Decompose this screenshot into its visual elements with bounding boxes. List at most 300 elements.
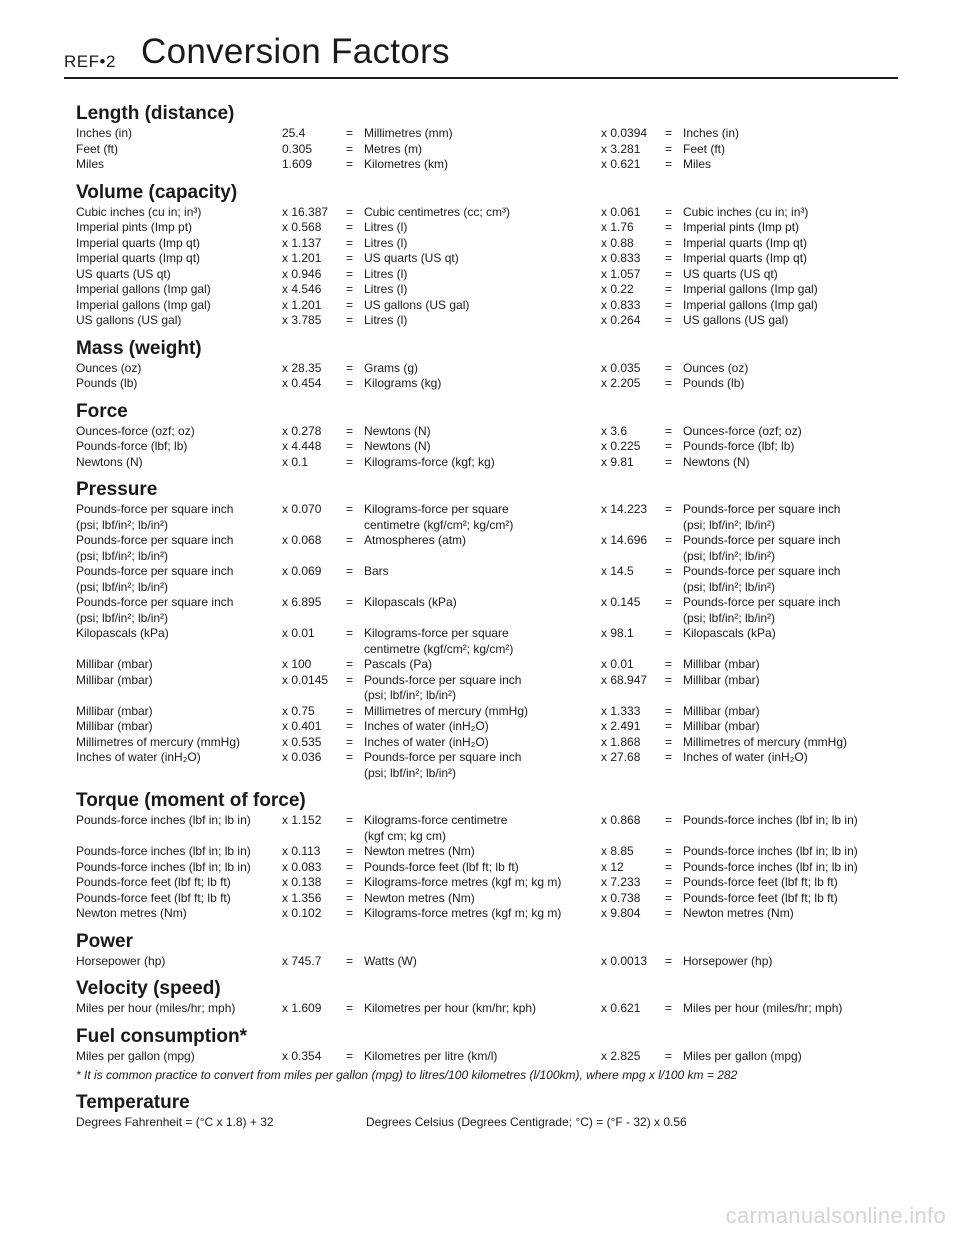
fahrenheit-formula: Degrees Fahrenheit = (°C x 1.8) + 32 xyxy=(76,1115,274,1129)
conversion-row xyxy=(76,906,896,922)
equals-sign: = xyxy=(665,875,673,889)
from-unit: Newton metres (Nm) xyxy=(76,906,187,920)
equals-sign: = xyxy=(346,454,354,469)
result-unit: Pounds-force inches (lbf in; lb in) xyxy=(683,813,858,827)
conversion-row xyxy=(76,875,896,891)
multiplier: x 4.448 xyxy=(282,439,322,453)
section-title: Velocity (speed) xyxy=(76,978,221,999)
equals-sign: = xyxy=(665,813,673,827)
to-unit: Newtons (N) xyxy=(364,439,431,453)
equals-sign: = xyxy=(665,235,673,250)
multiplier: x 1.137 xyxy=(282,235,322,250)
from-unit: Millibar (mbar) xyxy=(76,672,153,687)
from-unit: Millibar (mbar) xyxy=(76,719,153,733)
conversion-row xyxy=(76,595,896,626)
equals-sign: = xyxy=(346,266,354,281)
from-unit: Pounds-force inches (lbf in; lb in) xyxy=(76,859,251,874)
result-unit: Pounds-force (lbf; lb) xyxy=(683,439,795,453)
section-torque-moment-of-force xyxy=(76,791,896,922)
from-unit: Pounds-force per square inch (psi; lbf/in²; lb/in²) xyxy=(76,564,234,594)
from-unit: Millibar (mbar) xyxy=(76,703,153,718)
from-unit: Pounds-force per square inch (psi; lbf/in²; lb/in²) xyxy=(76,533,234,563)
multiplier: x 4.546 xyxy=(282,282,322,296)
to-unit: Newton metres (Nm) xyxy=(364,890,475,905)
to-unit: Pascals (Pa) xyxy=(364,657,433,671)
sections xyxy=(76,104,896,1064)
from-unit: Pounds-force inches (lbf in; lb in) xyxy=(76,844,251,858)
equals-sign: = xyxy=(346,595,354,609)
watermark: carmanualsonline.info xyxy=(725,1203,946,1228)
from-unit: Cubic inches (cu in; in³) xyxy=(76,204,202,219)
equals-sign: = xyxy=(346,626,354,640)
inverse-multiplier: x 14.223 xyxy=(601,502,648,516)
conversion-row xyxy=(76,1001,896,1017)
inverse-multiplier: x 0.22 xyxy=(601,282,634,296)
equals-sign: = xyxy=(346,360,354,375)
inverse-multiplier: x 0.01 xyxy=(601,657,634,671)
to-unit: Cubic centimetres (cc; cm³) xyxy=(364,204,511,219)
to-unit: Litres (l) xyxy=(364,313,408,327)
fuel-note: * It is common practice to convert from miles per gallon (mpg) to litres/100 kilometres (l/100km), where mpg x l/100 km = 282 xyxy=(76,1068,738,1082)
result-unit: Imperial quarts (Imp qt) xyxy=(683,251,808,265)
to-unit: Kilograms (kg) xyxy=(364,376,442,390)
multiplier: x 0.070 xyxy=(282,502,322,516)
equals-sign: = xyxy=(346,376,354,390)
result-unit: Pounds-force per square inch (psi; lbf/in²; lb/in²) xyxy=(683,595,841,625)
result-unit: Pounds-force inches (lbf in; lb in) xyxy=(683,844,858,858)
from-unit: Pounds (lb) xyxy=(76,376,138,390)
equals-sign: = xyxy=(665,204,673,219)
to-unit: Kilograms-force metres (kgf m; kg m) xyxy=(364,906,562,920)
inverse-multiplier: x 0.621 xyxy=(601,157,641,171)
equals-sign: = xyxy=(346,297,354,312)
result-unit: Pounds-force feet (lbf ft; lb ft) xyxy=(683,875,838,889)
result-unit: Imperial quarts (Imp qt) xyxy=(683,235,808,250)
from-unit: Imperial pints (Imp pt) xyxy=(76,220,193,234)
conversion-row xyxy=(76,298,896,314)
result-unit: US quarts (US qt) xyxy=(683,266,778,281)
header-rule xyxy=(64,77,898,79)
result-unit: Cubic inches (cu in; in³) xyxy=(683,204,809,219)
to-unit: Kilometres per litre (km/l) xyxy=(364,1048,498,1063)
equals-sign: = xyxy=(665,360,673,375)
conversion-row xyxy=(76,750,896,781)
equals-sign: = xyxy=(346,439,354,453)
to-unit: Newtons (N) xyxy=(364,423,431,438)
equals-sign: = xyxy=(346,533,354,547)
inverse-multiplier: x 68.947 xyxy=(601,672,648,687)
inverse-multiplier: x 27.68 xyxy=(601,750,641,764)
to-unit: Kilograms-force per square centimetre (kgf/cm²; kg/cm²) xyxy=(364,626,514,656)
inverse-multiplier: x 0.035 xyxy=(601,360,641,375)
conversion-row xyxy=(76,251,896,267)
result-unit: Miles xyxy=(683,157,712,171)
inverse-multiplier: x 7.233 xyxy=(601,875,641,889)
multiplier: x 16.387 xyxy=(282,204,329,219)
inverse-multiplier: x 2.205 xyxy=(601,376,641,390)
result-unit: Inches of water (inH₂O) xyxy=(683,750,808,764)
from-unit: US quarts (US qt) xyxy=(76,266,171,281)
equals-sign: = xyxy=(665,502,673,516)
from-unit: Inches (in) xyxy=(76,126,133,140)
equals-sign: = xyxy=(346,1001,354,1015)
equals-sign: = xyxy=(346,126,354,140)
inverse-multiplier: x 98.1 xyxy=(601,626,634,640)
multiplier: 0.305 xyxy=(282,141,313,156)
equals-sign: = xyxy=(665,750,673,764)
equals-sign: = xyxy=(665,953,673,968)
from-unit: Feet (ft) xyxy=(76,141,119,156)
section-title: Mass (weight) xyxy=(76,337,202,359)
result-unit: Newton metres (Nm) xyxy=(683,906,794,920)
from-unit: Miles per hour (miles/hr; mph) xyxy=(76,1001,236,1015)
from-unit: Pounds-force per square inch (psi; lbf/in²; lb/in²) xyxy=(76,595,234,625)
to-unit: Pounds-force per square inch (psi; lbf/in²; lb/in²) xyxy=(364,750,522,780)
conversion-row xyxy=(76,376,896,392)
multiplier: x 0.568 xyxy=(282,220,322,234)
result-unit: US gallons (US gal) xyxy=(683,313,789,327)
multiplier: x 745.7 xyxy=(282,953,322,968)
to-unit: Watts (W) xyxy=(364,953,417,968)
inverse-multiplier: x 0.0394 xyxy=(601,126,648,140)
conversion-row xyxy=(76,735,896,751)
multiplier: x 0.069 xyxy=(282,564,322,578)
conversion-row xyxy=(76,205,896,221)
from-unit: Pounds-force feet (lbf ft; lb ft) xyxy=(76,875,231,889)
conversion-row xyxy=(76,533,896,564)
equals-sign: = xyxy=(346,204,354,219)
equals-sign: = xyxy=(346,502,354,516)
section-volume-capacity xyxy=(76,183,896,329)
equals-sign: = xyxy=(665,703,673,718)
section-pressure xyxy=(76,480,896,781)
conversion-row xyxy=(76,502,896,533)
inverse-multiplier: x 1.057 xyxy=(601,266,641,281)
equals-sign: = xyxy=(346,313,354,327)
equals-sign: = xyxy=(346,953,354,968)
equals-sign: = xyxy=(346,282,354,296)
section-power xyxy=(76,932,896,970)
equals-sign: = xyxy=(346,1048,354,1063)
equals-sign: = xyxy=(665,657,673,671)
result-unit: Pounds-force per square inch (psi; lbf/in²; lb/in²) xyxy=(683,502,841,532)
result-unit: Pounds-force inches (lbf in; lb in) xyxy=(683,859,858,874)
equals-sign: = xyxy=(346,906,354,920)
conversion-row xyxy=(76,813,896,844)
section-title: Fuel consumption* xyxy=(76,1025,247,1047)
inverse-multiplier: x 0.145 xyxy=(601,595,641,609)
from-unit: Inches of water (inH₂O) xyxy=(76,750,201,764)
conversion-row xyxy=(76,564,896,595)
equals-sign: = xyxy=(346,734,354,749)
equals-sign: = xyxy=(665,141,673,156)
from-unit: Pounds-force feet (lbf ft; lb ft) xyxy=(76,890,231,905)
multiplier: x 0.102 xyxy=(282,906,322,920)
equals-sign: = xyxy=(346,750,354,764)
inverse-multiplier: x 0.833 xyxy=(601,251,641,265)
section-title: Torque (moment of force) xyxy=(76,790,306,811)
page-title: Conversion Factors xyxy=(141,32,450,71)
conversion-row xyxy=(76,844,896,860)
inverse-multiplier: x 9.81 xyxy=(601,454,634,469)
inverse-multiplier: x 1.333 xyxy=(601,703,641,718)
conversion-row xyxy=(76,126,896,142)
equals-sign: = xyxy=(665,220,673,234)
inverse-multiplier: x 0.833 xyxy=(601,297,641,312)
equals-sign: = xyxy=(665,297,673,312)
conversion-row xyxy=(76,236,896,252)
conversion-row xyxy=(76,220,896,236)
conversion-row xyxy=(76,719,896,735)
equals-sign: = xyxy=(665,313,673,327)
equals-sign: = xyxy=(665,423,673,438)
equals-sign: = xyxy=(346,813,354,827)
multiplier: x 6.895 xyxy=(282,595,322,609)
multiplier: x 1.152 xyxy=(282,813,322,827)
section-title: Temperature xyxy=(76,1092,190,1113)
page-header xyxy=(64,30,898,78)
to-unit: Newton metres (Nm) xyxy=(364,844,475,858)
conversion-row xyxy=(76,891,896,907)
from-unit: Pounds-force inches (lbf in; lb in) xyxy=(76,813,251,827)
equals-sign: = xyxy=(665,454,673,469)
equals-sign: = xyxy=(665,376,673,390)
equals-sign: = xyxy=(665,626,673,640)
inverse-multiplier: x 3.281 xyxy=(601,141,641,156)
section-temperature xyxy=(76,1093,896,1131)
to-unit: Atmospheres (atm) xyxy=(364,533,467,547)
inverse-multiplier: x 0.061 xyxy=(601,204,641,219)
to-unit: Kilograms-force per square centimetre (kgf/cm²; kg/cm²) xyxy=(364,502,514,532)
inverse-multiplier: x 2.825 xyxy=(601,1048,641,1063)
section-fuel-consumption xyxy=(76,1027,896,1065)
multiplier: x 0.354 xyxy=(282,1048,322,1063)
inverse-multiplier: x 12 xyxy=(601,859,624,874)
conversion-row xyxy=(76,424,896,440)
result-unit: Pounds-force feet (lbf ft; lb ft) xyxy=(683,890,838,905)
equals-sign: = xyxy=(346,875,354,889)
to-unit: Metres (m) xyxy=(364,141,422,156)
multiplier: x 28.35 xyxy=(282,360,322,375)
equals-sign: = xyxy=(665,719,673,733)
equals-sign: = xyxy=(346,657,354,671)
multiplier: x 0.401 xyxy=(282,719,322,733)
to-unit: US quarts (US qt) xyxy=(364,251,459,265)
result-unit: Imperial pints (Imp pt) xyxy=(683,220,800,234)
equals-sign: = xyxy=(346,890,354,905)
result-unit: Imperial gallons (Imp gal) xyxy=(683,297,818,312)
multiplier: x 0.068 xyxy=(282,533,322,547)
result-unit: Miles per gallon (mpg) xyxy=(683,1048,802,1063)
to-unit: Litres (l) xyxy=(364,282,408,296)
equals-sign: = xyxy=(665,890,673,905)
section-title: Power xyxy=(76,930,134,952)
section-title: Volume (capacity) xyxy=(76,181,238,203)
to-unit: Kilometres per hour (km/hr; kph) xyxy=(364,1001,537,1015)
inverse-multiplier: x 0.88 xyxy=(601,235,634,250)
temperature-row xyxy=(76,1115,896,1131)
result-unit: Millibar (mbar) xyxy=(683,657,760,671)
to-unit: Millimetres (mm) xyxy=(364,126,453,140)
inverse-multiplier: x 0.738 xyxy=(601,890,641,905)
section-length-distance xyxy=(76,104,896,173)
equals-sign: = xyxy=(665,439,673,453)
from-unit: Imperial quarts (Imp qt) xyxy=(76,251,201,265)
to-unit: Pounds-force per square inch (psi; lbf/in²; lb/in²) xyxy=(364,672,522,702)
equals-sign: = xyxy=(665,564,673,578)
equals-sign: = xyxy=(665,595,673,609)
equals-sign: = xyxy=(665,734,673,749)
celsius-formula: Degrees Celsius (Degrees Centigrade; °C) = (°F - 32) x 0.56 xyxy=(366,1115,687,1129)
to-unit: Kilopascals (kPa) xyxy=(364,595,457,609)
conversion-row xyxy=(76,282,896,298)
conversion-row xyxy=(76,157,896,173)
inverse-multiplier: x 0.868 xyxy=(601,813,641,827)
result-unit: Ounces-force (ozf; oz) xyxy=(683,423,802,438)
inverse-multiplier: x 8.85 xyxy=(601,844,634,858)
conversion-row xyxy=(76,704,896,720)
result-unit: Feet (ft) xyxy=(683,141,726,156)
inverse-multiplier: x 3.6 xyxy=(601,423,628,438)
multiplier: x 0.278 xyxy=(282,423,322,438)
equals-sign: = xyxy=(346,157,354,171)
conversion-row xyxy=(76,361,896,377)
inverse-multiplier: x 1.868 xyxy=(601,734,641,749)
from-unit: US gallons (US gal) xyxy=(76,313,182,327)
inverse-multiplier: x 1.76 xyxy=(601,220,634,234)
multiplier: x 0.946 xyxy=(282,266,322,281)
equals-sign: = xyxy=(665,266,673,281)
equals-sign: = xyxy=(346,423,354,438)
equals-sign: = xyxy=(665,859,673,874)
from-unit: Pounds-force (lbf; lb) xyxy=(76,439,188,453)
multiplier: x 1.201 xyxy=(282,297,322,312)
equals-sign: = xyxy=(665,844,673,858)
equals-sign: = xyxy=(346,859,354,874)
inverse-multiplier: x 14.5 xyxy=(601,564,634,578)
from-unit: Imperial quarts (Imp qt) xyxy=(76,235,201,250)
conversion-row xyxy=(76,439,896,455)
section-velocity-speed xyxy=(76,979,896,1017)
multiplier: x 100 xyxy=(282,657,312,671)
to-unit: Litres (l) xyxy=(364,235,408,250)
to-unit: Bars xyxy=(364,564,389,578)
conversion-row xyxy=(76,657,896,673)
inverse-multiplier: x 0.264 xyxy=(601,313,641,327)
multiplier: x 3.785 xyxy=(282,313,322,327)
equals-sign: = xyxy=(346,672,354,687)
equals-sign: = xyxy=(665,251,673,265)
to-unit: Kilometres (km) xyxy=(364,157,449,171)
from-unit: Imperial gallons (Imp gal) xyxy=(76,297,211,312)
equals-sign: = xyxy=(665,1001,673,1015)
conversion-row xyxy=(76,1049,896,1065)
result-unit: Horsepower (hp) xyxy=(683,953,773,968)
multiplier: x 0.1 xyxy=(282,454,309,469)
to-unit: Grams (g) xyxy=(364,360,418,375)
equals-sign: = xyxy=(665,672,673,687)
from-unit: Kilopascals (kPa) xyxy=(76,626,169,640)
equals-sign: = xyxy=(665,157,673,171)
conversion-row xyxy=(76,626,896,657)
from-unit: Miles xyxy=(76,157,105,171)
result-unit: Newtons (N) xyxy=(683,454,750,469)
to-unit: Inches of water (inH₂O) xyxy=(364,734,489,749)
section-title: Length (distance) xyxy=(76,103,235,124)
multiplier: x 1.201 xyxy=(282,251,322,265)
to-unit: Litres (l) xyxy=(364,220,408,234)
result-unit: Pounds-force per square inch (psi; lbf/in²; lb/in²) xyxy=(683,564,841,594)
conversion-row xyxy=(76,954,896,970)
equals-sign: = xyxy=(665,533,673,547)
section-force xyxy=(76,402,896,471)
to-unit: Pounds-force feet (lbf ft; lb ft) xyxy=(364,859,519,874)
multiplier: 1.609 xyxy=(282,157,313,171)
result-unit: Miles per hour (miles/hr; mph) xyxy=(683,1001,843,1015)
result-unit: Millibar (mbar) xyxy=(683,672,760,687)
conversion-content xyxy=(76,104,896,1141)
multiplier: x 1.609 xyxy=(282,1001,322,1015)
multiplier: x 1.356 xyxy=(282,890,322,905)
equals-sign: = xyxy=(346,703,354,718)
conversion-row xyxy=(76,860,896,876)
from-unit: Horsepower (hp) xyxy=(76,953,166,968)
result-unit: Pounds-force per square inch (psi; lbf/in²; lb/in²) xyxy=(683,533,841,563)
conversion-row xyxy=(76,267,896,283)
multiplier: x 0.113 xyxy=(282,844,321,858)
equals-sign: = xyxy=(665,282,673,296)
from-unit: Miles per gallon (mpg) xyxy=(76,1048,195,1063)
conversion-row xyxy=(76,455,896,471)
to-unit: Litres (l) xyxy=(364,266,408,281)
from-unit: Ounces (oz) xyxy=(76,360,142,375)
inverse-multiplier: x 0.621 xyxy=(601,1001,641,1015)
equals-sign: = xyxy=(346,844,354,858)
inverse-multiplier: x 0.0013 xyxy=(601,953,648,968)
equals-sign: = xyxy=(346,251,354,265)
to-unit: Millimetres of mercury (mmHg) xyxy=(364,703,529,718)
section-mass-weight xyxy=(76,339,896,392)
page-ref: REF•2 xyxy=(64,52,116,71)
inverse-multiplier: x 0.225 xyxy=(601,439,641,453)
equals-sign: = xyxy=(346,235,354,250)
result-unit: Inches (in) xyxy=(683,126,740,140)
section-title: Force xyxy=(76,400,128,422)
result-unit: Millibar (mbar) xyxy=(683,719,760,733)
multiplier: x 0.083 xyxy=(282,859,322,874)
inverse-multiplier: x 9.804 xyxy=(601,906,641,920)
multiplier: x 0.454 xyxy=(282,376,322,390)
equals-sign: = xyxy=(665,906,673,920)
multiplier: x 0.01 xyxy=(282,626,315,640)
to-unit: Kilograms-force metres (kgf m; kg m) xyxy=(364,875,562,889)
section-title: Pressure xyxy=(76,479,158,500)
multiplier: x 0.0145 xyxy=(282,672,329,687)
result-unit: Millibar (mbar) xyxy=(683,703,760,718)
inverse-multiplier: x 2.491 xyxy=(601,719,641,733)
equals-sign: = xyxy=(346,141,354,156)
conversion-row xyxy=(76,313,896,329)
multiplier: x 0.036 xyxy=(282,750,322,764)
from-unit: Pounds-force per square inch (psi; lbf/in²; lb/in²) xyxy=(76,502,234,532)
result-unit: Pounds (lb) xyxy=(683,376,745,390)
from-unit: Newtons (N) xyxy=(76,454,143,469)
equals-sign: = xyxy=(346,564,354,578)
from-unit: Millibar (mbar) xyxy=(76,657,153,671)
from-unit: Ounces-force (ozf; oz) xyxy=(76,423,195,438)
result-unit: Millimetres of mercury (mmHg) xyxy=(683,734,848,749)
to-unit: Inches of water (inH₂O) xyxy=(364,719,489,733)
